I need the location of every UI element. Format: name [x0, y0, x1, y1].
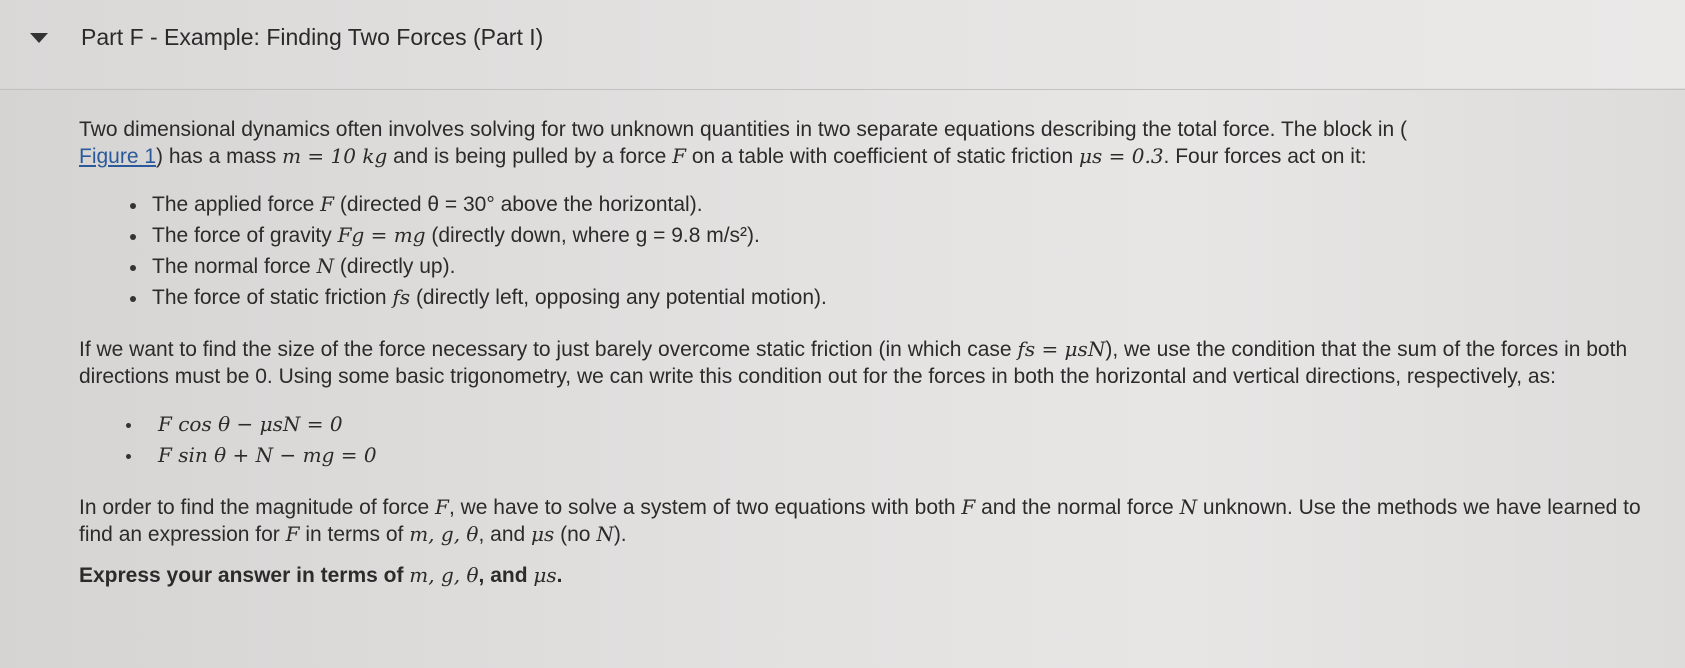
condition-text-1: If we want to find the size of the force necessary to just barely overcome static friction (in which case	[79, 338, 1018, 361]
task-text-1: In order to find the magnitude of force	[79, 496, 436, 519]
force-math: fs	[392, 285, 411, 309]
forces-list	[79, 189, 1659, 313]
task-text-2: , we have to solve a system of two equations with both	[448, 496, 962, 519]
task-text-7: (no	[554, 523, 597, 546]
collapse-triangle-icon[interactable]	[30, 33, 48, 43]
express-instruction	[79, 562, 1659, 589]
force-label: The normal force	[152, 255, 317, 278]
express-end: .	[556, 564, 563, 587]
mass-equation: m = 10 kg	[282, 144, 388, 168]
force-label: The force of static friction	[152, 286, 393, 309]
force-math: N	[316, 254, 335, 278]
list-item	[79, 189, 1659, 220]
part-title[interactable]: Part F - Example: Finding Two Forces (Part I)	[81, 24, 544, 50]
force-desc: (directly down, where g = 9.8 m/s²).	[425, 224, 760, 247]
force-math: F	[961, 495, 976, 519]
force-math: F	[285, 522, 300, 546]
force-math: F	[435, 495, 449, 519]
equations-list	[79, 409, 1659, 471]
part-header[interactable]	[0, 0, 1685, 88]
vertical-equation: F sin θ + N − mg = 0	[158, 443, 377, 467]
task-text-8: ).	[613, 523, 627, 546]
task-text-4: unknown. Use the methods we have learned to find an expression for	[79, 496, 1641, 546]
intro-text-2: ) has a mass	[156, 145, 283, 168]
force-math: Fg = mg	[337, 223, 426, 247]
mu-math: μs	[533, 563, 557, 587]
list-item	[79, 409, 1659, 440]
list-item	[79, 251, 1659, 282]
list-item	[79, 220, 1659, 251]
mu-equation: μs = 0.3	[1079, 144, 1164, 168]
task-text-3: and the normal force	[975, 496, 1180, 519]
problem-body	[79, 116, 1659, 589]
intro-paragraph	[79, 116, 1659, 170]
intro-text-4: on a table with coefficient of static friction	[686, 145, 1079, 168]
force-desc: (directly up).	[334, 255, 456, 278]
intro-text-3: and is being pulled by a force	[387, 145, 673, 168]
force-label: The applied force	[152, 193, 321, 216]
intro-text-1: Two dimensional dynamics often involves solving for two unknown quantities in two separate equations describing the total force. The block in (	[79, 118, 1408, 141]
header-divider	[0, 89, 1685, 90]
force-label: The force of gravity	[152, 224, 338, 247]
condition-text-2: ), we use the condition that the sum of the forces in both directions must be 0. Using some basic trigonometry, we can write this condition out for the forces in both the horizontal and vertical directions, respectively, as:	[79, 338, 1628, 388]
intro-text-5: . Four forces act on it:	[1163, 145, 1367, 168]
task-text-5: in terms of	[299, 523, 410, 546]
express-and: , and	[478, 564, 534, 587]
friction-equation: fs = μsN	[1017, 337, 1106, 361]
list-item	[79, 440, 1659, 471]
express-text: Express your answer in terms of	[79, 564, 410, 587]
list-item	[79, 282, 1659, 313]
mu-math: μs	[531, 522, 555, 546]
horizontal-equation: F cos θ − μsN = 0	[158, 412, 343, 436]
normal-math: N	[1179, 495, 1198, 519]
force-desc: (directed θ = 30° above the horizontal).	[334, 193, 703, 216]
vars-math: m, g, θ	[409, 563, 479, 587]
task-paragraph	[79, 494, 1659, 548]
condition-paragraph	[79, 336, 1659, 390]
force-math: F	[320, 192, 334, 216]
figure-1-link[interactable]: Figure 1	[79, 145, 157, 168]
normal-math: N	[596, 522, 614, 546]
force-symbol: F	[672, 144, 687, 168]
vars-math: m, g, θ	[409, 522, 479, 546]
force-desc: (directly left, opposing any potential motion).	[410, 286, 827, 309]
task-text-6: , and	[478, 523, 532, 546]
